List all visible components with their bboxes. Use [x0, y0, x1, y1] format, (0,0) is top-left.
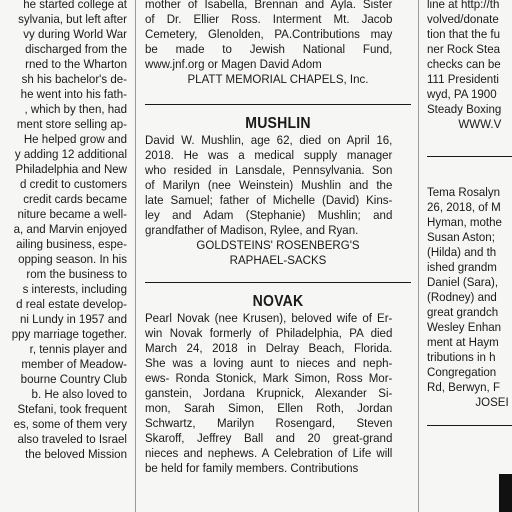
text-line: sh his bachelor's de- — [21, 72, 127, 86]
text-line: checks can be — [427, 57, 501, 71]
text-line: 111 Presidenti — [427, 72, 499, 86]
text-line: line at http://th — [427, 0, 500, 11]
previous-obituary-ending-right — [427, 0, 512, 117]
text-line: b. He also loved to — [31, 387, 127, 401]
text-line: r, tennis player and — [29, 342, 127, 356]
text-line: www.jnf.org or Magen David Adom — [145, 57, 322, 71]
text-line: be made to Jewish National Fund, — [145, 42, 393, 56]
text-line: ished grandm — [427, 260, 497, 274]
text-line: Rd, Berwyn, F — [427, 380, 501, 394]
text-line: Congregation — [427, 365, 497, 379]
text-line: Daniel (Sara), — [427, 275, 499, 289]
text-line: PLATT MEMORIAL CHAPELS, Inc. — [187, 72, 369, 86]
text-line: tion that the fu — [427, 27, 501, 41]
text-line: sylvania, but left after — [18, 12, 127, 26]
text-line: d credit to customers — [20, 177, 127, 191]
text-line: discharged from the — [25, 42, 127, 56]
text-line: late Samuel; father of Michelle (David) Kins- — [145, 193, 393, 207]
text-line: the beloved Mission — [25, 447, 127, 461]
text-line: who resided in Lansdale, Pennsylvania. Son — [145, 163, 393, 177]
text-line: David W. Mushlin, age 62, died on April 16, — [145, 133, 393, 147]
text-line: RAPHAEL-SACKS — [229, 253, 327, 267]
text-line: opping season. In his — [18, 252, 127, 266]
text-line: ner Rock Stea — [427, 42, 501, 56]
text-line: niture became a well- — [17, 207, 127, 221]
text-line: rned to the Wharton — [25, 57, 127, 71]
text-line: He helped grow and — [23, 132, 127, 146]
text-line: She was a loving aunt to nieces and neph- — [145, 356, 393, 370]
text-line: Skaroff, Jeffrey Ball and 20 great-grand — [145, 431, 393, 445]
text-line: Steady Boxing — [427, 102, 502, 116]
text-line: he went into his fath- — [20, 87, 127, 101]
text-line: of Dr. Ellier Ross. Interment Mt. Jacob — [145, 12, 393, 26]
text-line: ews- Ronda Stonick, Mark Simon, Ross Mor- — [145, 371, 393, 385]
text-line: ganstein, Jordana Krupnick, Alexander Si- — [145, 386, 393, 400]
text-line: grandfather of Madison, Rylee, and Ryan. — [145, 223, 359, 237]
text-line: es, some of them very — [13, 417, 127, 431]
text-line: credit cards became — [23, 192, 127, 206]
text-line: y adding 12 additional — [14, 147, 127, 161]
text-line: a, and Marvin enjoyed — [13, 222, 127, 236]
column-divider-right — [418, 0, 419, 512]
text-line: ppy marriage together. — [11, 327, 127, 341]
text-line: GOLDSTEINS' ROSENBERG'S — [196, 238, 360, 252]
text-line: 2018. He was a medical supply manager — [145, 148, 393, 162]
obituary-column-right — [427, 0, 512, 512]
section-rule — [145, 282, 411, 283]
obituary-heading-novak: NOVAK — [252, 293, 304, 310]
text-line: of Marilyn (nee Weinstein) Mushlin and the — [145, 178, 393, 192]
section-rule — [145, 104, 411, 105]
text-line: be held for family members. Contributions — [145, 461, 359, 475]
obituary-novak — [145, 292, 411, 476]
text-line: mother of Isabella, Brennan and Ayla. Sister — [145, 0, 393, 11]
obituary-body-mushlin — [145, 133, 411, 238]
text-line: vy during World War — [23, 27, 127, 41]
text-line: Schwartz, Marilyn Rosengard, Steven — [145, 416, 393, 430]
text-line: s interests, including — [22, 282, 127, 296]
text-line: d real estate develop- — [16, 297, 127, 311]
text-line: he started college at — [23, 0, 127, 11]
text-line: member of Meadow- — [21, 357, 127, 371]
text-line: Susan Aston; — [427, 230, 495, 244]
funeral-home-mushlin — [145, 238, 411, 268]
obituary-column-left — [0, 0, 127, 512]
text-line: Pearl Novak (nee Krusen), beloved wife of Er- — [145, 311, 393, 325]
text-line: volved/donate — [427, 12, 499, 26]
obituary-body-right — [427, 185, 512, 395]
text-line: ley and Adam (Stephanie) Mushlin; and — [145, 208, 393, 222]
text-line: , which by then, had — [24, 102, 127, 116]
text-line: mon, Sarah Simon, Ellen Roth, Jordan — [145, 401, 393, 415]
obituary-mushlin — [145, 114, 411, 268]
text-line: nieces and nephews. A Celebration of Life will — [145, 446, 393, 460]
text-line: ailing business, espe- — [16, 237, 127, 251]
text-line: March 24, 2018 in Delray Beach, Florida. — [145, 341, 393, 355]
text-line: wyd, PA 1900 — [427, 87, 497, 101]
section-rule — [427, 425, 512, 426]
obituary-heading-mushlin: MUSHLIN — [245, 115, 311, 132]
text-line: ment at Haym — [427, 335, 499, 349]
text-line: rom the business to — [26, 267, 127, 281]
obituary-column-middle — [145, 0, 411, 512]
text-line: (Rodney) and — [427, 290, 497, 304]
text-line: Philadelphia and New — [15, 162, 127, 176]
text-line: bourne Country Club — [20, 372, 127, 386]
previous-obituary-ending — [145, 0, 411, 87]
text-line: ni Lundy in 1957 and — [19, 312, 127, 326]
text-line: also traveled to Israel — [17, 432, 127, 446]
obituary-body-novak — [145, 311, 411, 476]
text-line: Hyman, mothe — [427, 215, 502, 229]
left-obituary-text — [0, 0, 127, 462]
text-line: Cemetery, Glenolden, PA.Contributions may — [145, 27, 393, 41]
text-line: Wesley Enhan — [427, 320, 502, 334]
column-divider-left — [135, 0, 136, 512]
text-line: great grandch — [427, 305, 499, 319]
text-line: tributions in h — [427, 350, 496, 364]
text-line: win Novak formerly of Philadelphia, PA died — [145, 326, 393, 340]
funeral-home-right: JOSEI — [475, 395, 509, 409]
website-text: WWW.V — [458, 117, 502, 131]
section-rule — [427, 156, 512, 157]
text-line: 26, 2018, of M — [427, 200, 501, 214]
photo-thumbnail — [499, 474, 512, 512]
text-line: ment store selling ap- — [16, 117, 127, 131]
text-line: Tema Rosalyn — [427, 185, 501, 199]
text-line: (Hilda) and th — [427, 245, 497, 259]
text-line: Stefani, took frequent — [17, 402, 127, 416]
